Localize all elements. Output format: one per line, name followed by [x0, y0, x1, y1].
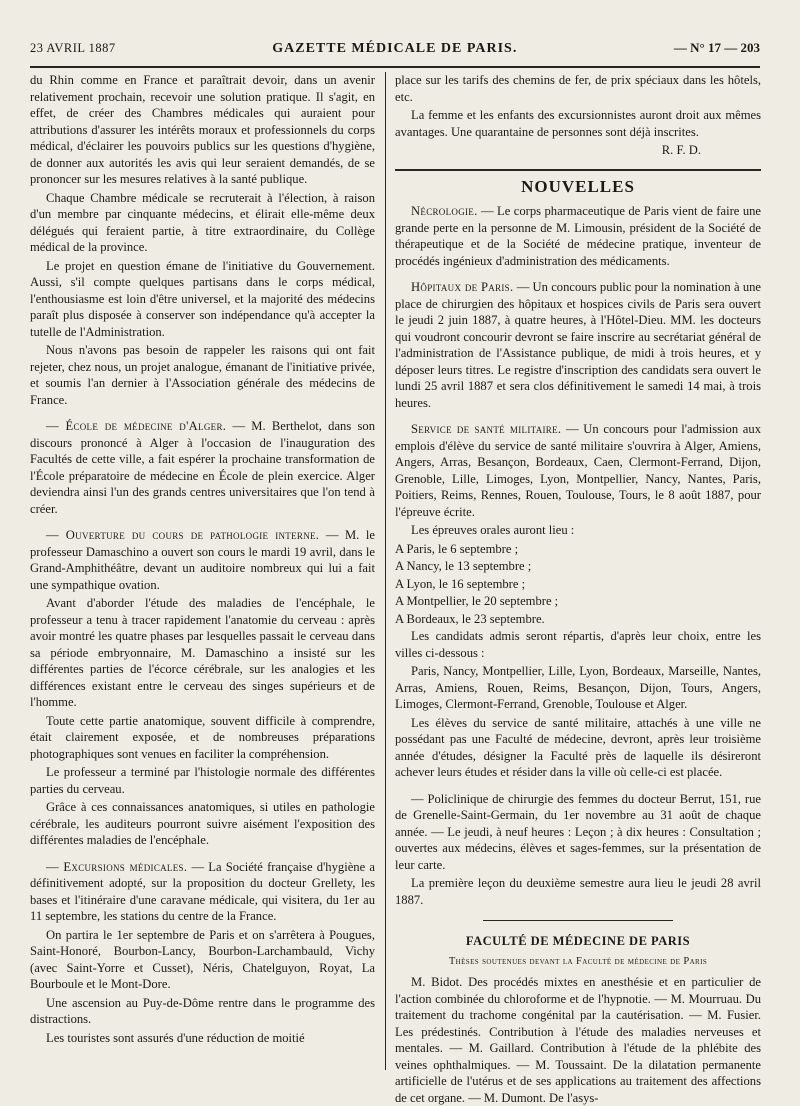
header-issue: — N° 17 — 203 — [673, 40, 760, 55]
item-heading: — Excursions médicales. — [46, 859, 188, 874]
item-body: — Un concours pour l'admission aux emplois d'élève du service de santé militaire s'ouvrira à Alger, Amiens, Angers, Arras, Besançon, Bordeaux, Caen, Clermont-Ferrand, Dijon, Grenoble, Lille, Limoges, Lyon, Montpellier, Nancy, Nantes, Paris, Poitiers, Reims, Rennes, Rouen, Toulouse, Tours, le 8 août 1887, pour l'épreuve écrite. — [395, 422, 761, 519]
paragraph: M. Bidot. Des procédés mixtes en anesthésie et en particulier de l'action combinée du chloroforme et de l'hypnotie. — M. Mourruau. Du traitement du trachome congénital par la cautérisation. — M. Fusier. Les prédestinés. Contribution à l'étude des maladies nerveuses et mentales. — M. Gaillard. Contribution à l'étude de la phlébite des veines ophthalmiques. — M. Toussaint. De la dilatation permanente artificielle de l'utérus et de ses applications au traitement des affections de cet organe. — M. Dumont. De l'asys- — [395, 975, 761, 1105]
section-title-faculte: FACULTÉ DE MÉDECINE DE PARIS — [465, 934, 691, 948]
item-heading: Hôpitaux de Paris. — [411, 280, 514, 294]
paragraph: La femme et les enfants des excursionnistes auront droit aux mêmes avantages. Une quarantaine de personnes sont déjà inscrites. — [395, 108, 761, 139]
paragraph: Les élèves du service de santé militaire, attachés à une ville ne possédant pas une Faculté de médecine, devront, après leur troisième année d'études, désigner la Faculté près de laquelle ils désireront achever leurs études et résider dans la ville où celle-ci est placée. — [395, 715, 761, 779]
news-item-necrologie — [395, 203, 761, 269]
list-item: A Bordeaux, le 23 septembre. — [395, 611, 545, 626]
paragraph: Toute cette partie anatomique, souvent difficile à comprendre, était clairement exposée, et de nombreuses préparations photographiques sont venues en faciliter la compréhension. — [30, 713, 375, 761]
paragraph: La première leçon du deuxième semestre aura lieu le jeudi 28 avril 1887. — [395, 876, 761, 907]
paragraph: Le professeur a terminé par l'histologie normale des différentes parties du cerveau. — [30, 765, 375, 796]
section-rule — [483, 920, 673, 921]
news-item-cours — [30, 527, 375, 593]
paragraph: Les épreuves orales auront lieu : — [411, 523, 575, 537]
list-item: A Montpellier, le 20 septembre ; — [395, 594, 559, 608]
item-body: — Le corps pharmaceutique de Paris vient de faire une grande perte en la personne de M. Limousin, président de la Société de thérapeutique et de la Société de médecine pratique, inventeur de procédés ingénieux d'administration des médicaments. — [395, 204, 761, 268]
paragraph: du Rhin comme en France et paraîtrait devoir, dans un avenir relativement prochain, recevoir une solution pratique. Il s'agit, en effet, de créer des Chambres médicales qui auraient pour attributions d'assurer les intérêts moraux et professionnels du corps médical, d'éclairer les pouvoirs publics sur les questions d'hygiène, de donner aux autorités les avis qui leur seraient demandés, de se prononcer sur les mesures relatives à la santé publique. — [30, 73, 375, 186]
signature: R. F. D. — [661, 143, 701, 157]
item-heading: Nécrologie. — [411, 204, 478, 218]
header-title: GAZETTE MÉDICALE DE PARIS. — [272, 41, 518, 56]
paragraph: Paris, Nancy, Montpellier, Lille, Lyon, Bordeaux, Marseille, Nantes, Arras, Amiens, Rouen, Reims, Besançon, Dijon, Tours, Angers, Limoges, Clermont-Ferrand, Grenoble, Toulouse et Alger. — [395, 664, 761, 711]
subsection-title-theses: Thèses soutenues devant la Faculté de médecine de Paris — [448, 955, 708, 967]
paragraph: Les candidats admis seront répartis, d'après leur choix, entre les villes ci-dessous : — [395, 629, 761, 660]
list-item: A Lyon, le 16 septembre ; — [395, 576, 526, 591]
news-item-hopitaux — [395, 279, 761, 411]
section-rule — [395, 169, 761, 171]
paragraph: Avant d'aborder l'étude des maladies de l'encéphale, le professeur a tenu à tracer rapidement l'anatomie du cerveau : après avoir montré les quatre phases par lesquelles passait le cerveau dans sa période embryonnaire, M. Damaschino a insisté sur les différentes parties de l'écorce cérébrale, sur les analogies et les différences existant entre le cerveau des singes supérieurs et de l'homme. — [30, 596, 375, 709]
item-heading: Service de santé militaire. — [411, 422, 562, 436]
item-body: — Un concours public pour la nomination à une place de chirurgien des hôpitaux et hospices civils de Paris sera ouvert le jeudi 2 juin 1887, à quatre heures, à l'Hôtel-Dieu. MM. les docteurs qui voudront concourir devront se faire inscrire au secrétariat général de l'administration de l'Assistance publique, de midi à trois heures, et y déposer leurs titres. Le registre d'inscription des candidats sera ouvert le lundi 25 avril 1887 et sera clos définitivement le samedi 14 mai, à trois heures. — [395, 280, 761, 410]
paragraph: place sur les tarifs des chemins de fer, de prix spéciaux dans les hôtels, etc. — [395, 73, 761, 104]
left-column — [30, 72, 375, 1064]
paragraph: Grâce à ces connaissances anatomiques, si utiles en pathologie cérébrale, les auditeurs pourront suivre aisément l'exposition des différentes maladies de l'encéphale. — [30, 800, 375, 847]
news-item-excursions — [30, 859, 375, 925]
page-header — [30, 40, 760, 68]
item-body: — M. Berthelot, dans son discours prononcé à Alger à l'occasion de l'inauguration des Facultés de cette ville, a fait espérer la prochaine transformation de l'École préparatoire de médecine en École de plein exercice. Alger deviendra ainsi l'un des grands centres universitaires que l'on tend à créer. — [30, 419, 375, 516]
item-heading: — Ouverture du cours de pathologie interne. — [46, 528, 320, 542]
paragraph: Nous n'avons pas besoin de rappeler les raisons qui ont fait rejeter, chez nous, un projet analogue, émanant de l'initiative privée, et soumis l'an dernier à l'Association générale des médecins de France. — [30, 343, 375, 407]
paragraph: Les touristes sont assurés d'une réduction de moitié — [46, 1030, 305, 1045]
section-title-nouvelles: NOUVELLES — [521, 176, 635, 196]
paragraph: Le projet en question émane de l'initiative du Gouvernement. Aussi, s'il compte quelques partisans dans le corps médical, l'enthousiasme est loin d'être universel, et la majorité des médecins paraît plus disposée à conserver son indépendance qu'à accepter la tutelle de l'Administration. — [30, 258, 375, 339]
item-heading: — École de médecine d'Alger. — [46, 419, 227, 433]
column-divider — [385, 72, 386, 1070]
list-item: A Paris, le 6 septembre ; — [395, 541, 519, 556]
list-item: A Nancy, le 13 septembre ; — [395, 559, 532, 573]
paragraph: On partira le 1er septembre de Paris et on s'arrêtera à Pougues, Saint-Honoré, Bourbon-Lancy, Bourbon-Larchambauld, Vichy (avec Saint-Yorre et Cusset), Néris, Chatelguyon, Royat, La Bourboule et le Mont-Dore. — [30, 927, 375, 991]
right-column — [395, 72, 761, 1105]
item-body: — M. le professeur Damaschino a ouvert son cours le mardi 19 avril, dans le Grand-Amphithéâtre, devant un auditoire nombreux qui lui a fait une sympathique ovation. — [30, 528, 375, 592]
paragraph: Chaque Chambre médicale se recruterait à l'élection, à raison d'un membre par cinquante médecins, et élirait elle-même deux délégués qui feraient partie, à titre extraordinaire, du Collège médical de la province. — [30, 190, 375, 254]
item-body: — La Société française d'hygiène a définitivement adopté, sur la proposition du docteur Grellety, les bases et l'itinéraire d'une caravane médicale, qui visitera, du 1er au 11 septembre, les stations du centre de la France. — [30, 859, 375, 923]
news-item-alger — [30, 418, 375, 517]
paragraph: Une ascension au Puy-de-Dôme rentre dans le programme des distractions. — [30, 995, 375, 1026]
news-item-sante-militaire — [395, 421, 761, 520]
paragraph: — Policlinique de chirurgie des femmes du docteur Berrut, 151, rue de Grenelle-Saint-Germain, du 1er novembre au 31 août de chaque année. — Le jeudi, à neuf heures : Leçon ; à dix heures : Consultation ; ouvertes aux médecins, élèves et sages-femmes, sur la présentation de leur carte. — [395, 791, 761, 872]
header-date: 23 AVRIL 1887 — [30, 41, 116, 55]
